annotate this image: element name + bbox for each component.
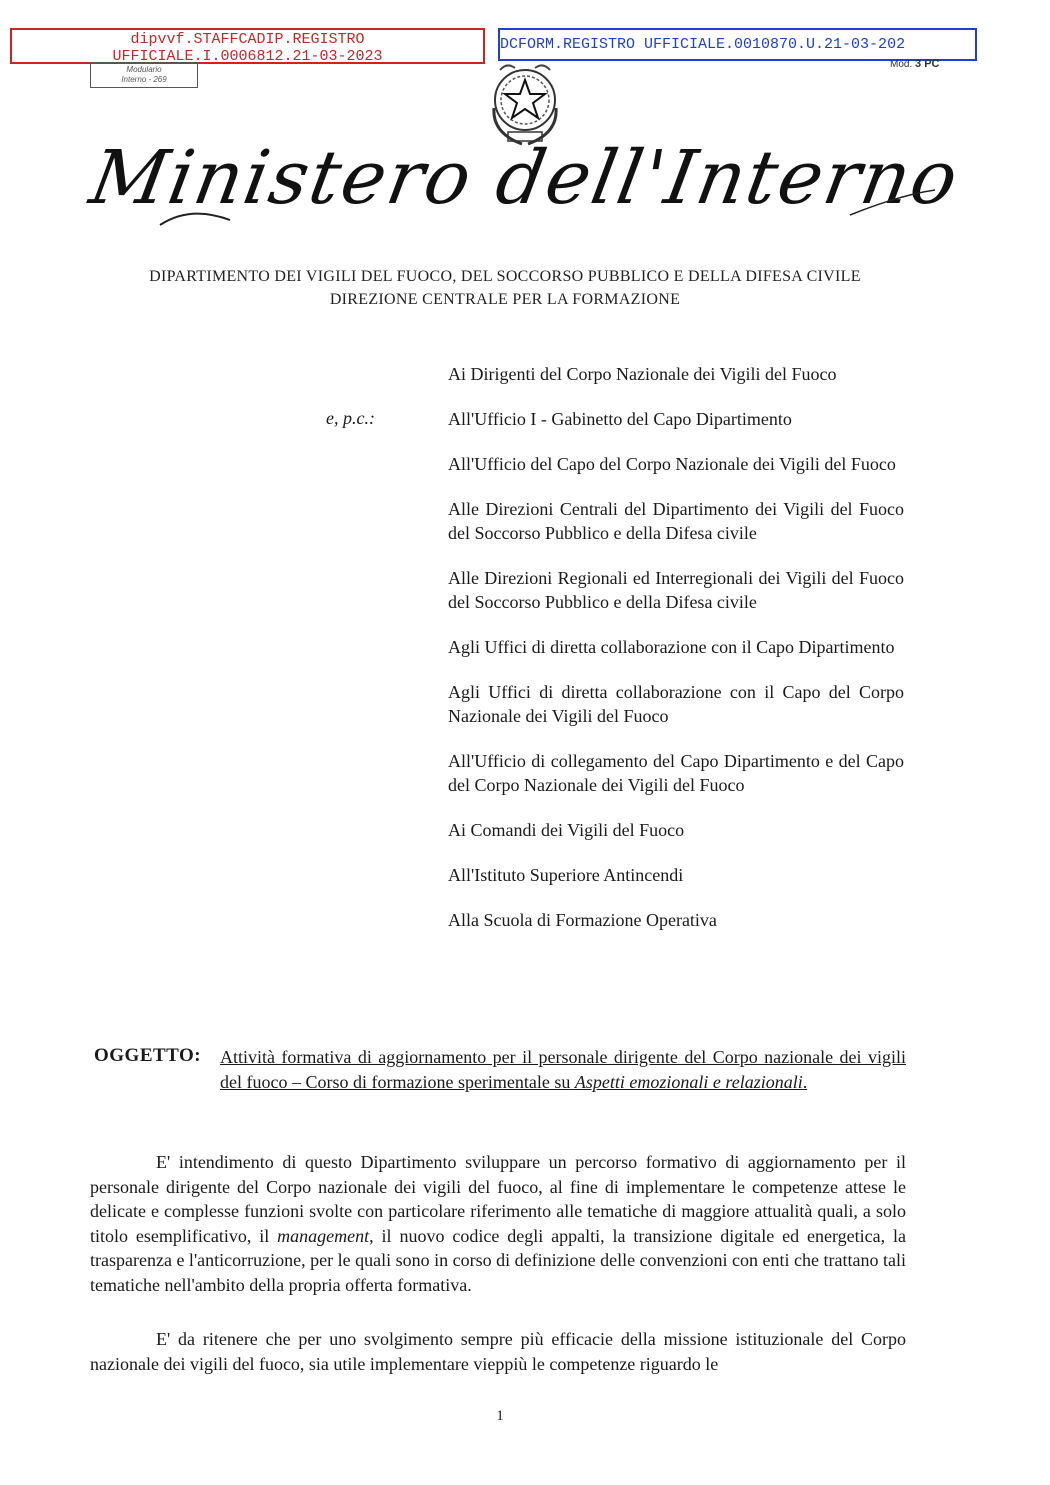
addressee-item: Agli Uffici di diretta collaborazione con il Capo del Corpo Nazionale dei Vigili del Fuoco [448,682,904,726]
addressee-item: Alla Scuola di Formazione Operativa [448,910,717,930]
subject-label: OGGETTO: [94,1045,202,1066]
subject-italic: Aspetti emozionali e relazionali [574,1072,803,1092]
page-number: 1 [496,1408,504,1424]
addressee-item: All'Istituto Superiore Antincendi [448,865,684,885]
protocol-stamp-red: dipvvf.STAFFCADIP.REGISTRO UFFICIALE.I.0006812.21-03-2023 [10,28,485,64]
form-code-right [890,58,939,70]
p1-italic: management [277,1225,370,1246]
addressee-item: Ai Dirigenti del Corpo Nazionale dei Vigili del Fuoco [448,364,837,384]
subject-end: . [802,1072,808,1092]
addressee-item: All'Ufficio I - Gabinetto del Capo Dipartimento [448,409,792,429]
addressee-item: Ai Comandi dei Vigili del Fuoco [448,820,685,840]
addressee-item: Agli Uffici di diretta collaborazione con il Capo Dipartimento [448,637,895,657]
addressee-list [448,362,904,953]
addressee-item: Alle Direzioni Regionali ed Interregionali dei Vigili del Fuoco del Soccorso Pubblico e della Difesa civile [448,568,904,612]
p1-part-a: E' intendimento di questo Dipartimento sviluppare un percorso formativo di aggiornamento per il personale dirigente del Corpo nazionale dei vigili del fuoco, al fine di implementare le competenze attese le delicate e complesse funzioni svolte con particolare riferimento alle tematiche di maggiore attualità quali, a solo titolo esemplificativo, il [90,1152,906,1246]
body-paragraph-2: E' da ritenere che per uno svolgimento sempre più efficacie della missione istituzionale del Corpo nazionale dei vigili del fuoco, sia utile implementare vieppiù le competenze riguardo le [90,1329,906,1374]
title-flourish-decoration [150,185,940,245]
department-name: DIPARTIMENTO DEI VIGILI DEL FUOCO, DEL SOCCORSO PUBBLICO E DELLA DIFESA CIVILE [149,268,861,285]
protocol-stamp-blue: DCFORM.REGISTRO UFFICIALE.0010870.U.21-03-202 [498,28,977,61]
addressee-item: Alle Direzioni Centrali del Dipartimento dei Vigili del Fuoco del Soccorso Pubblico e della Difesa civile [448,499,904,543]
subject-main: Attività formativa di aggiornamento per il personale dirigente del Corpo nazionale dei vigili del fuoco – Corso di formazione sperimentale su [220,1047,906,1092]
p1-part-b: , il nuovo codice degli appalti, la transizione digitale ed energetica, la trasparenza e l'anticorruzione, per le quali sono in corso di definizione delle convenzioni con enti che trattano tali tematiche nell'ambito della propria offerta formativa. [90,1225,907,1295]
subject-text [220,1045,906,1095]
form-code-box: Modulario Interno - 269 [90,62,198,88]
directorate-name: DIREZIONE CENTRALE PER LA FORMAZIONE [329,291,681,308]
cc-label: e, p.c.: [326,408,375,428]
form-code-value: 3 PC [915,58,940,70]
ministry-title: Ministero dell'Interno [84,135,966,221]
addressee-item: All'Ufficio del Capo del Corpo Nazionale dei Vigili del Fuoco [448,454,896,474]
body-paragraph-1 [90,1150,906,1297]
addressee-item: All'Ufficio di collegamento del Capo Dipartimento e del Capo del Corpo Nazionale dei Vigili del Fuoco [448,751,904,795]
form-code-prefix: Mod. [890,59,913,70]
